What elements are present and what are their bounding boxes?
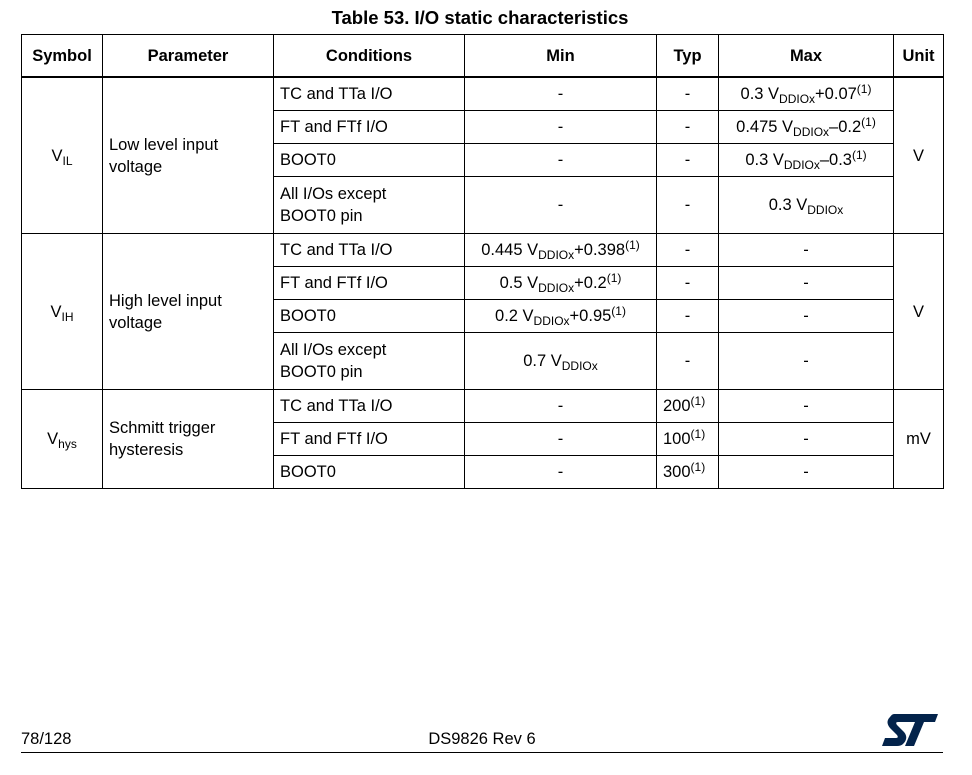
symbol-vhys: $V_{hys}$ xyxy=(22,390,103,489)
condition-cell: BOOT0 xyxy=(274,456,465,489)
table-row xyxy=(22,234,944,267)
typ-cell: - xyxy=(657,267,719,300)
max-cell: - xyxy=(719,456,894,489)
max-cell: 0.475 $V_{DDIOx}-0.2^{(1)}$ xyxy=(719,111,894,144)
io-static-characteristics-table xyxy=(21,34,944,489)
table-caption: Table 53. I/O static characteristics xyxy=(331,7,629,28)
condition-cell: All I/Os except BOOT0 pin xyxy=(274,333,465,390)
max-cell: - xyxy=(719,333,894,390)
header-min: Min xyxy=(465,35,657,78)
max-cell: 0.3 $V_{DDIOx}+0.07^{(1)}$ xyxy=(719,77,894,111)
condition-cell: TC and TTa I/O xyxy=(274,390,465,423)
max-cell: - xyxy=(719,234,894,267)
condition-cell: TC and TTa I/O xyxy=(274,77,465,111)
typ-cell: 300$^{(1)}$ xyxy=(657,456,719,489)
header-unit: Unit xyxy=(894,35,944,78)
max-cell: - xyxy=(719,267,894,300)
max-cell: - xyxy=(719,390,894,423)
condition-cell: FT and FTf I/O xyxy=(274,267,465,300)
typ-cell: - xyxy=(657,300,719,333)
header-row xyxy=(22,35,944,78)
min-cell: - xyxy=(465,423,657,456)
min-cell: - xyxy=(465,77,657,111)
symbol-vih: $V_{IH}$ xyxy=(22,234,103,390)
document-revision: DS9826 Rev 6 xyxy=(428,730,536,748)
min-cell: 0.2 $V_{DDIOx}+0.95^{(1)}$ xyxy=(465,300,657,333)
typ-cell: 100$^{(1)}$ xyxy=(657,423,719,456)
table-row xyxy=(22,77,944,111)
condition-cell: FT and FTf I/O xyxy=(274,111,465,144)
header-conditions: Conditions xyxy=(274,35,465,78)
typ-cell: - xyxy=(657,77,719,111)
condition-cell: TC and TTa I/O xyxy=(274,234,465,267)
min-cell: - xyxy=(465,390,657,423)
parameter-vil: Low level input voltage xyxy=(103,77,274,234)
condition-cell: FT and FTf I/O xyxy=(274,423,465,456)
typ-cell: 200$^{(1)}$ xyxy=(657,390,719,423)
condition-cell: All I/Os except BOOT0 pin xyxy=(274,177,465,234)
min-cell: 0.7 $V_{DDIOx}$ xyxy=(465,333,657,390)
header-max: Max xyxy=(719,35,894,78)
typ-cell: - xyxy=(657,234,719,267)
condition-cell: BOOT0 xyxy=(274,144,465,177)
condition-cell: BOOT0 xyxy=(274,300,465,333)
typ-cell: - xyxy=(657,144,719,177)
typ-cell: - xyxy=(657,177,719,234)
header-parameter: Parameter xyxy=(103,35,274,78)
typ-cell: - xyxy=(657,111,719,144)
max-cell: 0.3 $V_{DDIOx}$ xyxy=(719,177,894,234)
table-row xyxy=(22,390,944,423)
page-number: 78/128 xyxy=(21,730,72,748)
max-cell: 0.3 $V_{DDIOx}-0.3^{(1)}$ xyxy=(719,144,894,177)
symbol-vil: $V_{IL}$ xyxy=(22,77,103,234)
min-cell: 0.445 $V_{DDIOx}+0.398^{(1)}$ xyxy=(465,234,657,267)
max-cell: - xyxy=(719,300,894,333)
unit-vil: V xyxy=(894,77,944,234)
min-cell: 0.5 $V_{DDIOx}+0.2^{(1)}$ xyxy=(465,267,657,300)
header-typ: Typ xyxy=(657,35,719,78)
min-cell: - xyxy=(465,111,657,144)
st-logo xyxy=(880,712,940,748)
min-cell: - xyxy=(465,177,657,234)
typ-cell: - xyxy=(657,333,719,390)
parameter-vih: High level input voltage xyxy=(103,234,274,390)
header-symbol: Symbol xyxy=(22,35,103,78)
min-cell: - xyxy=(465,144,657,177)
unit-vhys: mV xyxy=(894,390,944,489)
parameter-vhys: Schmitt trigger hysteresis xyxy=(103,390,274,489)
max-cell: - xyxy=(719,423,894,456)
min-cell: - xyxy=(465,456,657,489)
unit-vih: V xyxy=(894,234,944,390)
footer-divider xyxy=(21,752,943,753)
